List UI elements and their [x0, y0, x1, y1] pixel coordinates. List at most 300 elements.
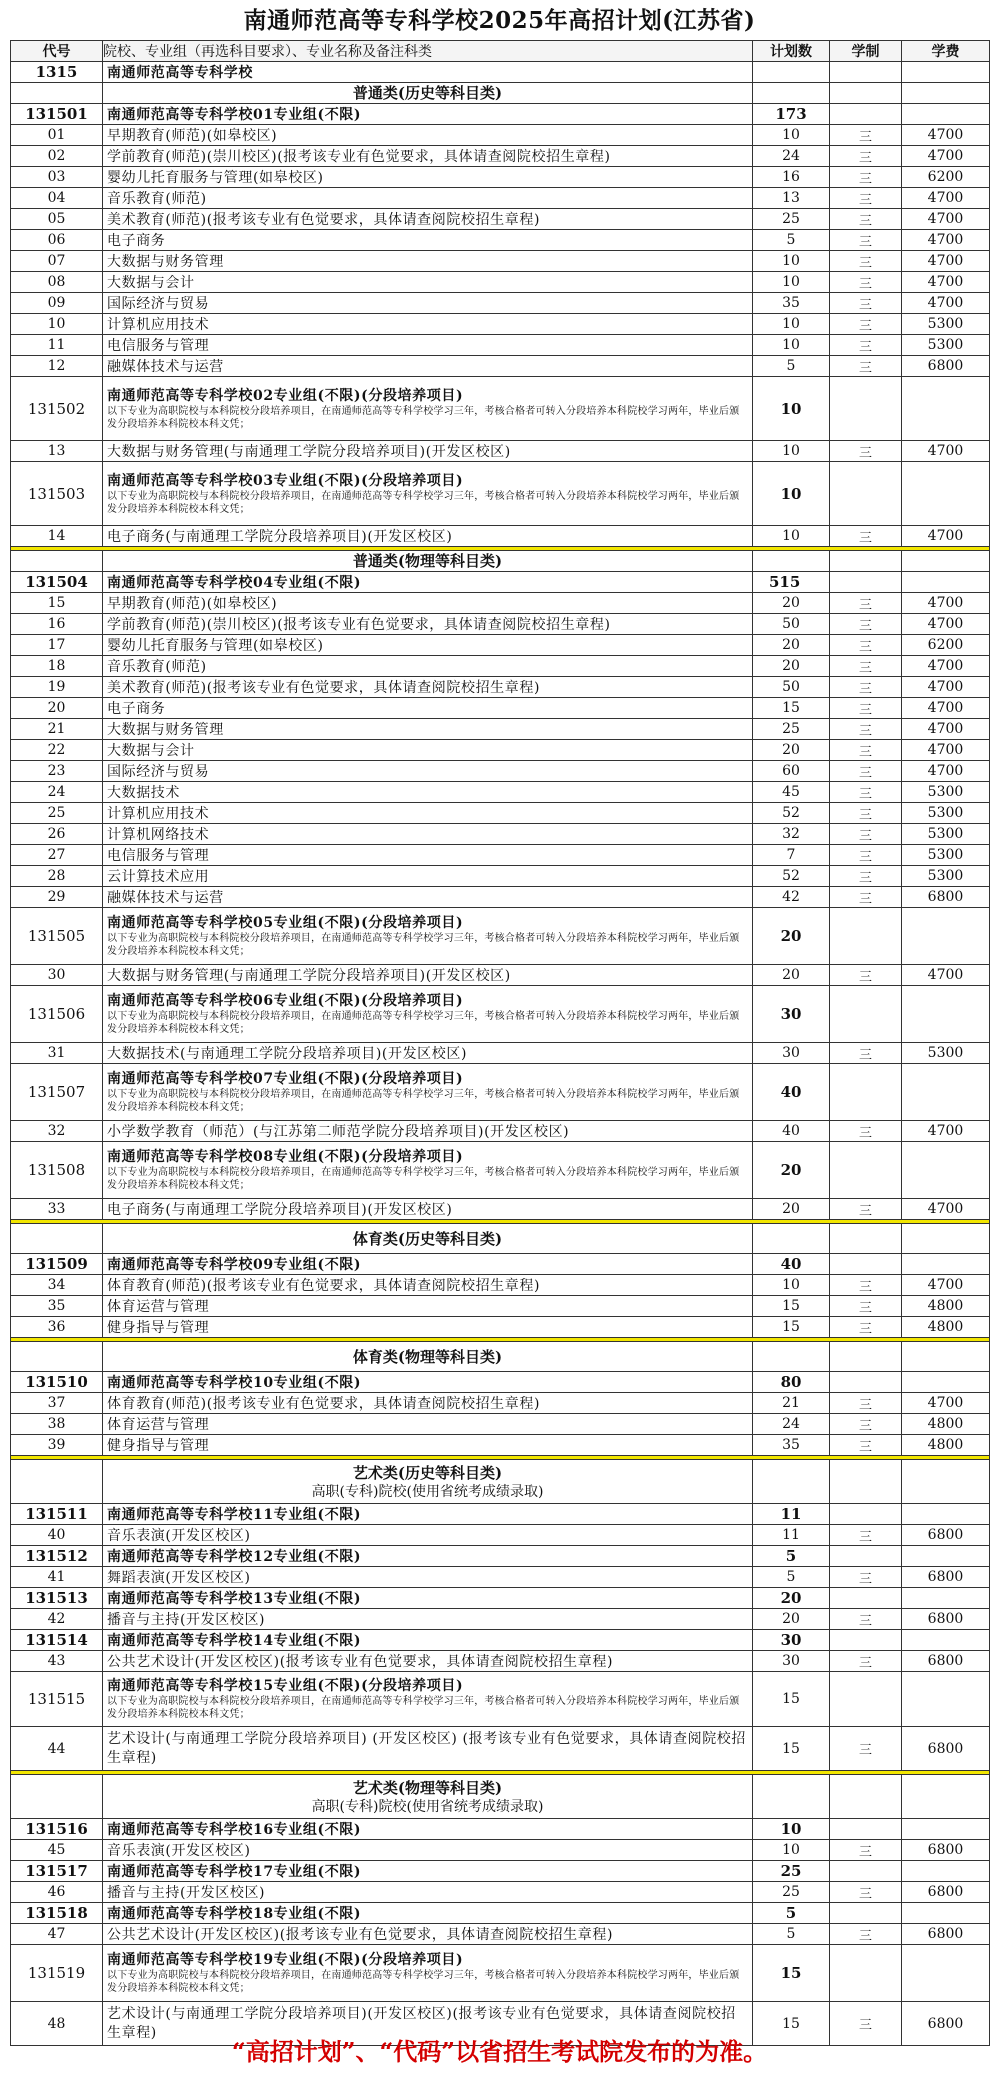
major-name: 国际经济与贸易 [103, 293, 753, 314]
category-duration-cell [830, 1775, 902, 1819]
group-duration-cell [830, 1945, 902, 2002]
major-duration: 三 [830, 593, 902, 614]
major-duration: 三 [830, 356, 902, 377]
major-duration: 三 [830, 887, 902, 908]
major-fee: 5300 [902, 335, 990, 356]
major-fee: 4800 [902, 1414, 990, 1435]
group-name: 南通师范高等专科学校02专业组(不限)(分段培养项目) [107, 387, 464, 404]
major-name: 舞蹈表演(开发区校区) [103, 1567, 753, 1588]
category-duration-cell [830, 83, 902, 104]
group-duration-cell [830, 1142, 902, 1199]
major-duration: 三 [830, 824, 902, 845]
group-name: 南通师范高等专科学校17专业组(不限) [103, 1861, 753, 1882]
group-duration-cell [830, 1903, 902, 1924]
major-name: 婴幼儿托育服务与管理(如皋校区) [103, 635, 753, 656]
major-fee: 4700 [902, 593, 990, 614]
major-row [11, 335, 990, 356]
major-name: 学前教育(师范)(崇川校区)(报考该专业有色觉要求，具体请查阅院校招生章程) [103, 614, 753, 635]
major-code: 11 [11, 335, 103, 356]
group-name-cell [103, 1672, 753, 1727]
major-code: 38 [11, 1414, 103, 1435]
major-name: 音乐教育(师范) [103, 656, 753, 677]
group-plan: 10 [753, 377, 830, 441]
major-plan: 20 [753, 656, 830, 677]
major-plan: 25 [753, 209, 830, 230]
major-code: 17 [11, 635, 103, 656]
group-code: 131504 [11, 572, 103, 593]
category-row [11, 1460, 990, 1504]
group-plan: 15 [753, 1672, 830, 1727]
major-row [11, 824, 990, 845]
group-fee-cell [902, 462, 990, 526]
segmented-group-row [11, 1672, 990, 1727]
category-duration-cell [830, 1342, 902, 1372]
major-code: 44 [11, 1727, 103, 1771]
group-code: 131503 [11, 462, 103, 526]
major-name: 艺术设计(与南通理工学院分段培养项目) (开发区校区) (报考该专业有色觉要求，具体请查阅院校招生章程) [107, 1730, 747, 1766]
major-name: 计算机网络技术 [103, 824, 753, 845]
major-fee: 4700 [902, 293, 990, 314]
major-code: 37 [11, 1393, 103, 1414]
school-row [11, 62, 990, 83]
major-name: 大数据与财务管理(与南通理工学院分段培养项目)(开发区校区) [103, 441, 753, 462]
major-plan: 32 [753, 824, 830, 845]
major-code: 43 [11, 1651, 103, 1672]
major-duration: 三 [830, 1317, 902, 1338]
category-code-cell [11, 83, 103, 104]
major-row [11, 356, 990, 377]
category-title: 普通类(物理等科目类) [352, 552, 503, 570]
group-fee-cell [902, 1504, 990, 1525]
major-name: 音乐教育(师范) [103, 188, 753, 209]
major-plan: 10 [753, 125, 830, 146]
group-fee-cell [902, 1254, 990, 1275]
group-name: 南通师范高等专科学校07专业组(不限)(分段培养项目) [107, 1071, 464, 1087]
category-fee-cell [902, 1342, 990, 1372]
category-title: 体育类(物理等科目类) [352, 1347, 503, 1366]
major-fee: 4700 [902, 146, 990, 167]
major-duration: 三 [830, 526, 902, 547]
major-name-cell [103, 1727, 753, 1771]
major-plan: 10 [753, 335, 830, 356]
header-duration: 学制 [830, 41, 902, 62]
major-row [11, 593, 990, 614]
group-fee-cell [902, 1861, 990, 1882]
major-fee: 6800 [902, 1651, 990, 1672]
major-row [11, 526, 990, 547]
school-name: 南通师范高等专科学校 [103, 62, 753, 83]
group-row [11, 572, 990, 593]
major-row [11, 698, 990, 719]
major-code: 39 [11, 1435, 103, 1456]
major-plan: 20 [753, 965, 830, 986]
major-row [11, 1199, 990, 1220]
segmented-group-row [11, 1142, 990, 1199]
major-code: 18 [11, 656, 103, 677]
major-duration: 三 [830, 1882, 902, 1903]
group-name: 南通师范高等专科学校13专业组(不限) [103, 1588, 753, 1609]
major-fee: 4700 [902, 965, 990, 986]
major-code: 04 [11, 188, 103, 209]
major-duration: 三 [830, 209, 902, 230]
major-row [11, 887, 990, 908]
major-fee: 6800 [902, 1525, 990, 1546]
major-code: 41 [11, 1567, 103, 1588]
category-plan-cell [753, 83, 830, 104]
major-name: 体育教育(师范)(报考该专业有色觉要求，具体请查阅院校招生章程) [103, 1275, 753, 1296]
footer-note: “高招计划”、“代码”以省招生考试院发布的为准。 [231, 2037, 768, 2066]
group-name-cell [103, 1064, 753, 1121]
major-duration: 三 [830, 2002, 902, 2046]
major-duration: 三 [830, 314, 902, 335]
major-duration: 三 [830, 188, 902, 209]
group-code: 131509 [11, 1254, 103, 1275]
category-code-cell [11, 1342, 103, 1372]
major-plan: 24 [753, 146, 830, 167]
major-plan: 10 [753, 1840, 830, 1861]
group-fee-cell [902, 1630, 990, 1651]
category-title-cell [103, 551, 753, 572]
major-code: 08 [11, 272, 103, 293]
group-duration-cell [830, 1672, 902, 1727]
major-row [11, 188, 990, 209]
major-code: 09 [11, 293, 103, 314]
major-fee: 6800 [902, 1840, 990, 1861]
group-note: 以下专业为高职院校与本科院校分段培养项目，在南通师范高等专科学校学习三年，考核合格者可转入分段培养本科院校学习两年，毕业后颁发分段培养本科院校本科文凭； [107, 1970, 740, 1994]
major-fee: 6800 [902, 1727, 990, 1771]
major-fee: 4700 [902, 272, 990, 293]
major-name: 艺术设计(与南通理工学院分段培养项目)(开发区校区)(报考该专业有色觉要求，具体请查阅院校招生章程) [107, 2005, 736, 2041]
major-plan: 35 [753, 1435, 830, 1456]
group-duration-cell [830, 1819, 902, 1840]
major-code: 21 [11, 719, 103, 740]
major-duration: 三 [830, 1275, 902, 1296]
category-plan-cell [753, 1460, 830, 1504]
major-plan: 5 [753, 230, 830, 251]
major-code: 20 [11, 698, 103, 719]
major-row [11, 740, 990, 761]
major-row [11, 272, 990, 293]
group-name: 南通师范高等专科学校18专业组(不限) [103, 1903, 753, 1924]
major-fee: 4700 [902, 698, 990, 719]
major-code: 48 [11, 2002, 103, 2046]
major-code: 32 [11, 1121, 103, 1142]
major-row [11, 314, 990, 335]
plan-table [10, 40, 990, 2046]
category-row [11, 83, 990, 104]
major-duration: 三 [830, 740, 902, 761]
major-code: 02 [11, 146, 103, 167]
major-name: 大数据与财务管理(与南通理工学院分段培养项目)(开发区校区) [103, 965, 753, 986]
major-fee: 4700 [902, 677, 990, 698]
major-code: 45 [11, 1840, 103, 1861]
major-plan: 52 [753, 803, 830, 824]
major-duration: 三 [830, 1525, 902, 1546]
major-duration: 三 [830, 1393, 902, 1414]
major-row [11, 209, 990, 230]
major-duration: 三 [830, 761, 902, 782]
major-duration: 三 [830, 230, 902, 251]
group-fee-cell [902, 104, 990, 125]
major-duration: 三 [830, 1296, 902, 1317]
major-name: 公共艺术设计(开发区校区)(报考该专业有色觉要求，具体请查阅院校招生章程) [103, 1924, 753, 1945]
major-name: 计算机应用技术 [103, 314, 753, 335]
group-code: 131505 [11, 908, 103, 965]
major-code: 12 [11, 356, 103, 377]
major-fee: 4700 [902, 251, 990, 272]
major-code: 35 [11, 1296, 103, 1317]
major-code: 22 [11, 740, 103, 761]
major-name: 计算机应用技术 [103, 803, 753, 824]
group-code: 131519 [11, 1945, 103, 2002]
major-plan: 7 [753, 845, 830, 866]
category-title-cell [103, 1460, 753, 1504]
major-code: 29 [11, 887, 103, 908]
major-name: 体育运营与管理 [103, 1414, 753, 1435]
group-name: 南通师范高等专科学校05专业组(不限)(分段培养项目) [107, 915, 464, 931]
group-duration-cell [830, 572, 902, 593]
major-plan: 30 [753, 1651, 830, 1672]
table-header-row [11, 41, 990, 62]
major-duration: 三 [830, 1651, 902, 1672]
major-name: 大数据技术(与南通理工学院分段培养项目)(开发区校区) [103, 1043, 753, 1064]
group-duration-cell [830, 1254, 902, 1275]
category-title-cell [103, 1224, 753, 1254]
major-name: 公共艺术设计(开发区校区)(报考该专业有色觉要求，具体请查阅院校招生章程) [103, 1651, 753, 1672]
major-code: 05 [11, 209, 103, 230]
major-duration: 三 [830, 1414, 902, 1435]
group-plan: 25 [753, 1861, 830, 1882]
header-fee: 学费 [902, 41, 990, 62]
major-plan: 42 [753, 887, 830, 908]
major-fee: 4700 [902, 125, 990, 146]
segmented-group-row [11, 462, 990, 526]
major-row [11, 782, 990, 803]
major-name: 电子商务 [103, 698, 753, 719]
major-duration: 三 [830, 965, 902, 986]
major-plan: 10 [753, 526, 830, 547]
group-row [11, 1819, 990, 1840]
major-fee: 5300 [902, 1043, 990, 1064]
major-plan: 20 [753, 635, 830, 656]
group-code: 131512 [11, 1546, 103, 1567]
group-fee-cell [902, 1945, 990, 2002]
major-fee: 6800 [902, 1882, 990, 1903]
segmented-group-row [11, 377, 990, 441]
group-name: 南通师范高等专科学校15专业组(不限)(分段培养项目) [107, 1678, 464, 1694]
major-plan: 52 [753, 866, 830, 887]
major-row [11, 1317, 990, 1338]
group-code: 131515 [11, 1672, 103, 1727]
major-duration: 三 [830, 719, 902, 740]
group-plan: 30 [753, 986, 830, 1043]
major-fee: 5300 [902, 314, 990, 335]
major-duration: 三 [830, 251, 902, 272]
major-duration: 三 [830, 272, 902, 293]
category-row [11, 1342, 990, 1372]
group-duration-cell [830, 986, 902, 1043]
group-fee-cell [902, 572, 990, 593]
group-duration-cell [830, 462, 902, 526]
group-note: 以下专业为高职院校与本科院校分段培养项目，在南通师范高等专科学校学习三年，考核合格者可转入分段培养本科院校学习两年，毕业后颁发分段培养本科院校本科文凭； [107, 1696, 740, 1720]
group-plan: 10 [753, 1819, 830, 1840]
group-fee-cell [902, 986, 990, 1043]
group-row [11, 1588, 990, 1609]
group-plan: 20 [753, 1588, 830, 1609]
major-duration: 三 [830, 866, 902, 887]
group-duration-cell [830, 1588, 902, 1609]
major-duration: 三 [830, 803, 902, 824]
group-plan: 5 [753, 1903, 830, 1924]
major-duration: 三 [830, 614, 902, 635]
major-code: 07 [11, 251, 103, 272]
major-code: 01 [11, 125, 103, 146]
major-row [11, 965, 990, 986]
major-name: 美术教育(师范)(报考该专业有色觉要求，具体请查阅院校招生章程) [103, 209, 753, 230]
category-plan-cell [753, 1224, 830, 1254]
major-plan: 30 [753, 1043, 830, 1064]
major-plan: 15 [753, 1727, 830, 1771]
major-code: 33 [11, 1199, 103, 1220]
group-duration-cell [830, 908, 902, 965]
major-name: 电子商务 [103, 230, 753, 251]
major-plan: 11 [753, 1525, 830, 1546]
major-duration: 三 [830, 335, 902, 356]
major-name: 融媒体技术与运营 [103, 887, 753, 908]
major-duration: 三 [830, 441, 902, 462]
group-fee-cell [902, 1546, 990, 1567]
major-fee: 6800 [902, 1609, 990, 1630]
group-code: 131508 [11, 1142, 103, 1199]
major-name: 体育教育(师范)(报考该专业有色觉要求，具体请查阅院校招生章程) [103, 1393, 753, 1414]
major-fee: 4700 [902, 614, 990, 635]
major-duration: 三 [830, 1043, 902, 1064]
group-note: 以下专业为高职院校与本科院校分段培养项目，在南通师范高等专科学校学习三年，考核合格者可转入分段培养本科院校学习两年，毕业后颁发分段培养本科院校本科文凭； [107, 490, 740, 515]
major-fee: 5300 [902, 866, 990, 887]
header-plan: 计划数 [753, 41, 830, 62]
group-fee-cell [902, 1372, 990, 1393]
group-fee-cell [902, 1142, 990, 1199]
major-fee: 6800 [902, 887, 990, 908]
major-code: 47 [11, 1924, 103, 1945]
group-fee-cell [902, 1064, 990, 1121]
major-plan: 5 [753, 356, 830, 377]
major-plan: 10 [753, 1275, 830, 1296]
major-row [11, 1525, 990, 1546]
category-title: 普通类(历史等科目类) [352, 84, 503, 102]
major-name: 电子商务(与南通理工学院分段培养项目)(开发区校区) [103, 526, 753, 547]
major-name: 融媒体技术与运营 [103, 356, 753, 377]
segmented-group-row [11, 986, 990, 1043]
category-duration-cell [830, 551, 902, 572]
major-fee: 4700 [902, 230, 990, 251]
category-code-cell [11, 1460, 103, 1504]
major-row [11, 441, 990, 462]
major-plan: 16 [753, 167, 830, 188]
group-row [11, 104, 990, 125]
major-code: 40 [11, 1525, 103, 1546]
group-plan: 173 [753, 104, 830, 125]
major-fee: 4700 [902, 1121, 990, 1142]
major-plan: 15 [753, 1317, 830, 1338]
group-note: 以下专业为高职院校与本科院校分段培养项目，在南通师范高等专科学校学习三年，考核合格者可转入分段培养本科院校学习两年，毕业后颁发分段培养本科院校本科文凭； [107, 1167, 740, 1191]
major-plan: 10 [753, 272, 830, 293]
major-fee: 6800 [902, 1567, 990, 1588]
major-fee: 6800 [902, 356, 990, 377]
major-duration: 三 [830, 146, 902, 167]
major-plan: 15 [753, 1296, 830, 1317]
major-name: 大数据与会计 [103, 740, 753, 761]
major-fee: 6800 [902, 2002, 990, 2046]
major-row [11, 1727, 990, 1771]
major-row [11, 1393, 990, 1414]
major-name: 小学数学教育（师范）(与江苏第二师范学院分段培养项目)(开发区校区) [103, 1121, 753, 1142]
group-duration-cell [830, 377, 902, 441]
major-fee: 5300 [902, 803, 990, 824]
group-name: 南通师范高等专科学校04专业组(不限) [103, 572, 753, 593]
major-code: 46 [11, 1882, 103, 1903]
category-title-cell [103, 83, 753, 104]
group-plan: 5 [753, 1546, 830, 1567]
major-name: 早期教育(师范)(如皋校区) [103, 125, 753, 146]
major-fee: 4700 [902, 441, 990, 462]
group-duration-cell [830, 1630, 902, 1651]
category-subtitle: 高职(专科)院校(使用省统考成绩录取) [311, 1798, 544, 1815]
major-name: 播音与主持(开发区校区) [103, 1609, 753, 1630]
group-fee-cell [902, 1819, 990, 1840]
major-plan: 40 [753, 1121, 830, 1142]
group-code: 131507 [11, 1064, 103, 1121]
group-duration-cell [830, 1064, 902, 1121]
major-name: 美术教育(师范)(报考该专业有色觉要求，具体请查阅院校招生章程) [103, 677, 753, 698]
group-row [11, 1254, 990, 1275]
major-fee: 4700 [902, 1199, 990, 1220]
major-duration: 三 [830, 167, 902, 188]
major-code: 28 [11, 866, 103, 887]
major-code: 13 [11, 441, 103, 462]
school-code: 1315 [11, 62, 103, 83]
group-note: 以下专业为高职院校与本科院校分段培养项目，在南通师范高等专科学校学习三年，考核合格者可转入分段培养本科院校学习两年，毕业后颁发分段培养本科院校本科文凭； [107, 1089, 740, 1113]
major-duration: 三 [830, 677, 902, 698]
category-row [11, 551, 990, 572]
major-fee: 4700 [902, 719, 990, 740]
group-plan: 80 [753, 1372, 830, 1393]
group-code: 131518 [11, 1903, 103, 1924]
major-plan: 20 [753, 593, 830, 614]
major-plan: 10 [753, 251, 830, 272]
major-row [11, 1882, 990, 1903]
group-row [11, 1630, 990, 1651]
major-fee: 6200 [902, 635, 990, 656]
major-plan: 10 [753, 441, 830, 462]
group-name-cell [103, 377, 753, 441]
category-duration-cell [830, 1460, 902, 1504]
major-row [11, 125, 990, 146]
group-name-cell [103, 1945, 753, 2002]
category-duration-cell [830, 1224, 902, 1254]
group-plan: 20 [753, 908, 830, 965]
major-fee: 5300 [902, 824, 990, 845]
group-duration-cell [830, 1504, 902, 1525]
major-code: 24 [11, 782, 103, 803]
major-row [11, 1414, 990, 1435]
group-duration-cell [830, 1372, 902, 1393]
group-plan: 40 [753, 1254, 830, 1275]
major-row [11, 1651, 990, 1672]
major-name: 健身指导与管理 [103, 1317, 753, 1338]
major-fee: 4700 [902, 526, 990, 547]
major-fee: 4800 [902, 1435, 990, 1456]
